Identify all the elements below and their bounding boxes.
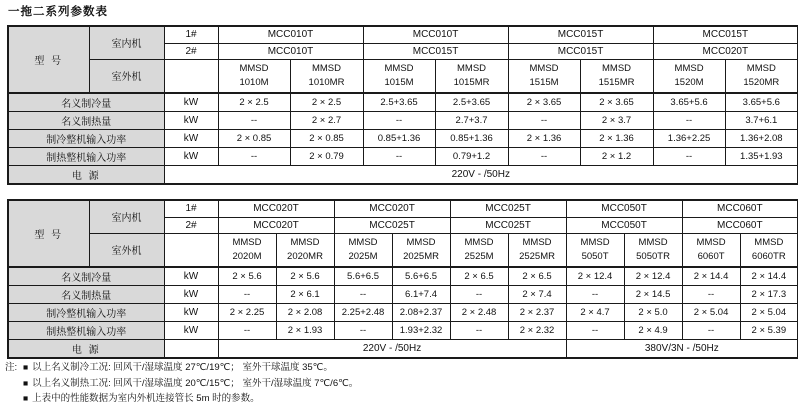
value-cell: 2 × 2.5 [290, 93, 363, 111]
outdoor-model-cell: MMSD 5050TR [624, 233, 682, 267]
value-cell: 3.65+5.6 [725, 93, 798, 111]
indoor-2-label: 2# [164, 43, 218, 59]
value-cell: -- [508, 111, 580, 129]
unit-cell: kW [164, 285, 218, 303]
indoor-model-cell: MCC060T [682, 200, 798, 217]
footnote-text: 上表中的性能数据为室内外机连接管长 5m 时的参数。 [32, 393, 260, 404]
page-title: 一拖二系列参数表 [8, 6, 108, 18]
value-cell: 2 × 4.7 [566, 303, 624, 321]
outdoor-model-cell: MMSD 2525M [450, 233, 508, 267]
indoor-model-cell: MCC020T [218, 200, 334, 217]
outdoor-unit-label: 室外机 [89, 233, 164, 267]
outdoor-model-cell: MMSD 2525MR [508, 233, 566, 267]
value-cell: 1.36+2.25 [653, 129, 725, 147]
row-label-heating-capacity: 名义制热量 [8, 111, 164, 129]
power-supply-value-220v: 220V - /50Hz [218, 339, 566, 358]
value-cell: 2 × 0.85 [290, 129, 363, 147]
value-cell: 2 × 0.85 [218, 129, 290, 147]
indoor-model-cell: MCC050T [566, 217, 682, 233]
indoor-model-cell: MCC010T [218, 26, 363, 43]
outdoor-unit-label: 室外机 [89, 59, 164, 93]
power-supply-value-380v: 380V/3N - /50Hz [566, 339, 798, 358]
indoor-model-cell: MCC020T [334, 200, 450, 217]
value-cell: -- [334, 321, 392, 339]
outdoor-model-cell: MMSD 1515M [508, 59, 580, 93]
footnote-line [23, 376, 358, 392]
outdoor-model-cell: MMSD 2020M [218, 233, 276, 267]
value-cell: 2.25+2.48 [334, 303, 392, 321]
outdoor-model-cell: MMSD 2020MR [276, 233, 334, 267]
value-cell: -- [653, 147, 725, 165]
value-cell: -- [682, 285, 740, 303]
value-cell: 2 × 5.6 [276, 267, 334, 285]
value-cell: 2 × 12.4 [566, 267, 624, 285]
value-cell: 2 × 3.7 [580, 111, 653, 129]
value-cell: 6.1+7.4 [392, 285, 450, 303]
indoor-model-cell: MCC010T [363, 26, 508, 43]
indoor-model-cell: MCC015T [508, 26, 653, 43]
value-cell: 2 × 2.32 [508, 321, 566, 339]
value-cell: 2 × 14.4 [740, 267, 798, 285]
value-cell: -- [508, 147, 580, 165]
value-cell: 0.85+1.36 [435, 129, 508, 147]
value-cell: 2 × 6.1 [276, 285, 334, 303]
outdoor-model-cell: MMSD 5050T [566, 233, 624, 267]
spec-table-one-drag-two-a [7, 25, 798, 185]
empty-cell [164, 59, 218, 93]
value-cell: -- [218, 111, 290, 129]
value-cell: 2 × 2.48 [450, 303, 508, 321]
footnotes [5, 360, 358, 407]
square-bullet-icon: ■ [23, 362, 29, 372]
square-bullet-icon: ■ [23, 393, 29, 403]
indoor-1-label: 1# [164, 200, 218, 217]
value-cell: 2.08+2.37 [392, 303, 450, 321]
value-cell: 1.93+2.32 [392, 321, 450, 339]
outdoor-model-cell: MMSD 1515MR [580, 59, 653, 93]
value-cell: 2 × 2.25 [218, 303, 276, 321]
indoor-model-cell: MCC015T [363, 43, 508, 59]
value-cell: 3.65+5.6 [653, 93, 725, 111]
value-cell: 2 × 12.4 [624, 267, 682, 285]
value-cell: 2.5+3.65 [363, 93, 435, 111]
value-cell: -- [334, 285, 392, 303]
value-cell: 2 × 1.2 [580, 147, 653, 165]
unit-cell: kW [164, 93, 218, 111]
value-cell: -- [682, 321, 740, 339]
indoor-model-cell: MCC025T [450, 217, 566, 233]
value-cell: 2 × 6.5 [508, 267, 566, 285]
indoor-model-cell: MCC025T [450, 200, 566, 217]
value-cell: -- [363, 111, 435, 129]
outdoor-model-cell: MMSD 2025MR [392, 233, 450, 267]
value-cell: 2 × 14.4 [682, 267, 740, 285]
value-cell: 1.36+2.08 [725, 129, 798, 147]
outdoor-model-cell: MMSD 1015M [363, 59, 435, 93]
indoor-model-cell: MCC010T [218, 43, 363, 59]
value-cell: -- [363, 147, 435, 165]
unit-cell: kW [164, 321, 218, 339]
value-cell: 2 × 5.39 [740, 321, 798, 339]
model-header-label: 型 号 [8, 200, 89, 267]
unit-cell: kW [164, 303, 218, 321]
value-cell: 2 × 0.79 [290, 147, 363, 165]
value-cell: -- [218, 321, 276, 339]
value-cell: 2 × 5.6 [218, 267, 276, 285]
outdoor-model-cell: MMSD 6060T [682, 233, 740, 267]
row-label-cooling-capacity: 名义制冷量 [8, 267, 164, 285]
model-header-label: 型 号 [8, 26, 89, 93]
value-cell: 2 × 1.36 [508, 129, 580, 147]
value-cell: 2 × 5.04 [740, 303, 798, 321]
empty-cell [164, 233, 218, 267]
unit-cell: kW [164, 267, 218, 285]
unit-cell: kW [164, 147, 218, 165]
outdoor-model-cell: MMSD 1010MR [290, 59, 363, 93]
value-cell: 2 × 1.36 [580, 129, 653, 147]
value-cell: 2 × 5.0 [624, 303, 682, 321]
indoor-unit-label: 室内机 [89, 200, 164, 233]
row-label-cooling-capacity: 名义制冷量 [8, 93, 164, 111]
indoor-2-label: 2# [164, 217, 218, 233]
value-cell: 2.5+3.65 [435, 93, 508, 111]
value-cell: 1.35+1.93 [725, 147, 798, 165]
row-label-heating-capacity: 名义制热量 [8, 285, 164, 303]
row-label-cooling-input-power: 制冷整机输入功率 [8, 129, 164, 147]
row-label-heating-input-power: 制热整机输入功率 [8, 147, 164, 165]
square-bullet-icon: ■ [23, 377, 29, 388]
value-cell: 2 × 2.37 [508, 303, 566, 321]
outdoor-model-cell: MMSD 1520M [653, 59, 725, 93]
indoor-model-cell: MCC015T [653, 26, 798, 43]
outdoor-model-cell: MMSD 6060TR [740, 233, 798, 267]
row-label-power-supply: 电 源 [8, 165, 164, 184]
outdoor-model-cell: MMSD 1010M [218, 59, 290, 93]
outdoor-model-cell: MMSD 1520MR [725, 59, 798, 93]
spec-table-one-drag-two-b [7, 199, 798, 359]
value-cell: -- [218, 147, 290, 165]
footnote-line [5, 360, 358, 376]
value-cell: 2 × 2.08 [276, 303, 334, 321]
unit-cell: kW [164, 111, 218, 129]
empty-cell [164, 339, 218, 358]
footnote-line [23, 391, 358, 407]
value-cell: 2 × 2.7 [290, 111, 363, 129]
value-cell: 2 × 7.4 [508, 285, 566, 303]
value-cell: -- [450, 321, 508, 339]
outdoor-model-cell: MMSD 2025M [334, 233, 392, 267]
note-prefix: 注: [5, 362, 18, 373]
indoor-model-cell: MCC050T [566, 200, 682, 217]
footnote-text: 以上名义制热工况: 回风干/湿球温度 20℃/15℃； 室外干/湿球温度 7℃/6℃。 [32, 377, 359, 389]
value-cell: -- [218, 285, 276, 303]
value-cell: -- [653, 111, 725, 129]
value-cell: 2 × 2.5 [218, 93, 290, 111]
row-label-power-supply: 电 源 [8, 339, 164, 358]
value-cell: 2 × 1.93 [276, 321, 334, 339]
indoor-model-cell: MCC020T [218, 217, 334, 233]
value-cell: -- [450, 285, 508, 303]
value-cell: 2 × 4.9 [624, 321, 682, 339]
indoor-model-cell: MCC025T [334, 217, 450, 233]
indoor-model-cell: MCC060T [682, 217, 798, 233]
value-cell: 5.6+6.5 [392, 267, 450, 285]
indoor-model-cell: MCC020T [653, 43, 798, 59]
value-cell: 3.7+6.1 [725, 111, 798, 129]
value-cell: 2.7+3.7 [435, 111, 508, 129]
value-cell: -- [566, 285, 624, 303]
power-supply-value: 220V - /50Hz [164, 165, 798, 184]
value-cell: 0.85+1.36 [363, 129, 435, 147]
value-cell: -- [566, 321, 624, 339]
indoor-model-cell: MCC015T [508, 43, 653, 59]
value-cell: 2 × 3.65 [580, 93, 653, 111]
indoor-unit-label: 室内机 [89, 26, 164, 59]
row-label-cooling-input-power: 制冷整机输入功率 [8, 303, 164, 321]
value-cell: 2 × 14.5 [624, 285, 682, 303]
value-cell: 2 × 5.04 [682, 303, 740, 321]
value-cell: 2 × 17.3 [740, 285, 798, 303]
footnote-text: 以上名义制冷工况: 回风干/湿球温度 27℃/19℃； 室外干球温度 35℃。 [32, 362, 333, 373]
value-cell: 5.6+6.5 [334, 267, 392, 285]
outdoor-model-cell: MMSD 1015MR [435, 59, 508, 93]
unit-cell: kW [164, 129, 218, 147]
value-cell: 2 × 6.5 [450, 267, 508, 285]
value-cell: 0.79+1.2 [435, 147, 508, 165]
row-label-heating-input-power: 制热整机输入功率 [8, 321, 164, 339]
value-cell: 2 × 3.65 [508, 93, 580, 111]
indoor-1-label: 1# [164, 26, 218, 43]
